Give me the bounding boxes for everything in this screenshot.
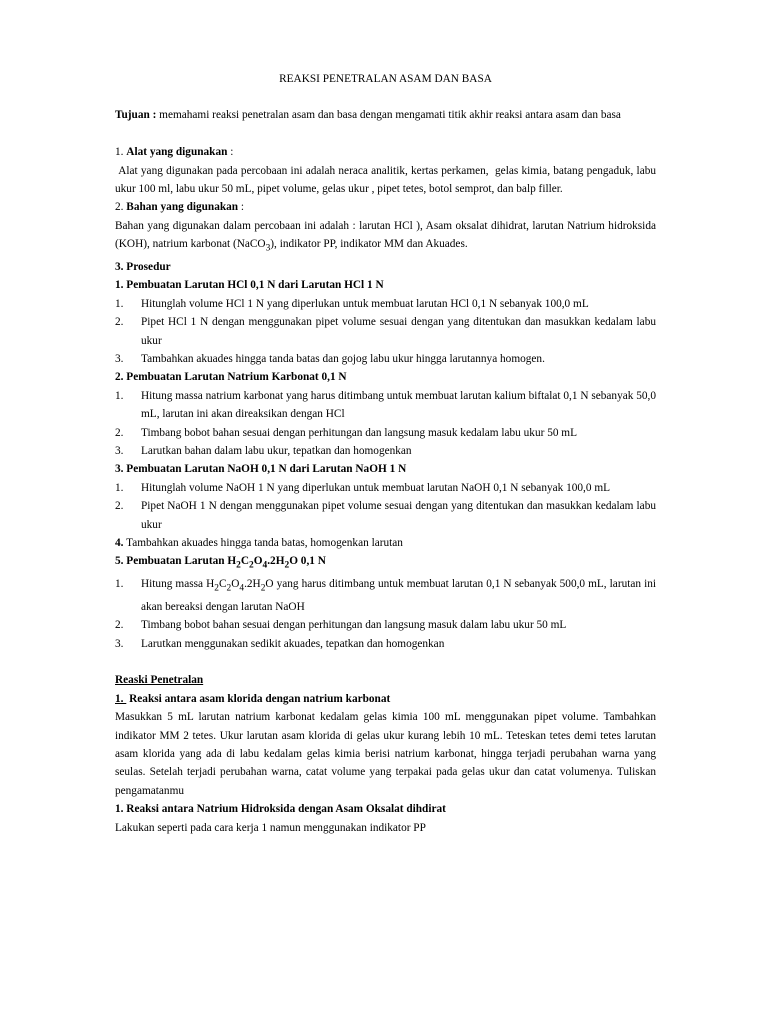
bahan-num: 2. (115, 201, 127, 214)
list-item (115, 350, 656, 368)
step-number: 1. (115, 481, 124, 494)
section4-num: 4. (115, 536, 124, 549)
text-part: C (218, 578, 227, 591)
text-part: O yang harus ditimbang untuk membuat larutan 0,1 N sebanyak 500,0 mL, larutan ini akan bereaksi dengan larutan NaOH (141, 578, 657, 613)
section3-heading: 3. Pembuatan Larutan NaOH 0,1 N dari Larutan NaOH 1 N (115, 463, 407, 476)
bahan-suffix: : (238, 201, 245, 214)
list-item (115, 497, 656, 534)
tujuan-text: memahami reaksi penetralan asam dan basa dengan mengamati titik akhir reaksi antara asam dan basa (156, 109, 621, 122)
heading-part: O 0,1 N (289, 555, 326, 568)
section2-steps (115, 387, 656, 461)
text-part: Hitung massa H (141, 578, 215, 591)
step-text (141, 575, 656, 616)
reaksi-sub2-heading: 1. Reaksi antara Natrium Hidroksida dengan Asam Oksalat dihdirat (115, 803, 446, 816)
text-part: .2H (244, 578, 261, 591)
alat-num: 1. (115, 146, 127, 159)
step-text: Tambahkan akuades hingga tanda batas dan gojog labu ukur hingga larutannya homogen. (141, 352, 545, 365)
spacer (115, 653, 656, 671)
subscript: 2 (284, 560, 290, 571)
step-number: 3. (115, 444, 124, 457)
list-item (115, 575, 656, 616)
step-text: Timbang bobot bahan sesuai dengan perhitungan dan langsung masuk kedalam labu ukur 50 mL (141, 426, 577, 439)
tujuan-paragraph (115, 106, 656, 124)
bahan-text-after: ), indikator PP, indikator MM dan Akuades. (270, 238, 468, 251)
reaksi-sub2-text: Lakukan seperti pada cara kerja 1 namun menggunakan indikator PP (115, 821, 426, 834)
subscript: 2 (260, 583, 266, 594)
subscript: 4 (262, 560, 268, 571)
step-number: 1. (115, 297, 124, 310)
section4-line (115, 534, 656, 552)
list-item (115, 479, 656, 497)
alat-heading (115, 143, 656, 161)
section5-heading (115, 552, 656, 575)
subscript: 2 (226, 583, 232, 594)
document-content (115, 70, 659, 837)
step-text: Pipet NaOH 1 N dengan menggunakan pipet volume sesuai dengan yang ditentukan dan masukkan kedalam labu ukur (141, 500, 656, 531)
list-item (115, 442, 656, 460)
heading-part: .2H (267, 555, 285, 568)
section4-text: Tambahkan akuades hingga tanda batas, homogenkan larutan (123, 536, 403, 549)
bahan-heading (115, 198, 656, 216)
section1-heading: 1. Pembuatan Larutan HCl 0,1 N dari Larutan HCl 1 N (115, 279, 384, 292)
tujuan-label: Tujuan : (115, 109, 157, 122)
spacer (115, 125, 656, 143)
step-number: 3. (115, 352, 124, 365)
step-text: Hitung massa natrium karbonat yang harus ditimbang untuk membuat larutan kalium biftalat 0,1 N sebanyak 50,0 mL, larutan ini akan direaksikan dengan HCl (141, 389, 656, 421)
document-title: REAKSI PENETRALAN ASAM DAN BASA (279, 73, 492, 85)
alat-suffix: : (227, 146, 234, 159)
step-number: 1. (115, 389, 124, 402)
subscript: 4 (239, 583, 245, 594)
step-text: Hitunglah volume NaOH 1 N yang diperlukan untuk membuat larutan NaOH 0,1 N sebanyak 100,0 mL (141, 481, 611, 494)
prosedur-heading: 3. Prosedur (115, 260, 171, 273)
bahan-text-before: Bahan yang digunakan dalam percobaan ini adalah : larutan HCl ), Asam oksalat dihidrat, larutan Natrium hidroksida (KOH), natrium karbonat (NaCO (115, 219, 656, 251)
heading-part: C (240, 555, 250, 568)
reaksi-heading: Reaski Penetralan (115, 674, 204, 687)
list-item (115, 313, 656, 350)
subscript: 2 (236, 560, 241, 571)
alat-text: Alat yang digunakan pada percobaan ini adalah neraca analitik, kertas perkamen, gelas kimia, batang pengaduk, labu ukur 100 ml, labu ukur 50 mL, pipet volume, gelas ukur , pipet tetes, botol semprot, dan balp filler. (115, 164, 659, 196)
list-item (115, 616, 656, 634)
reaksi-sub1-text: Masukkan 5 mL larutan natrium karbonat kedalam gelas kimia 100 mL menggunakan pipet volume. Tambahkan indikator MM 2 tetes. Ukur larutan asam klorida di gelas ukur kurang lebih 10 mL. Teteskan tetes demi tetes larutan asam klorida yang ada di labu kedalam gelas kimia berisi natrium karbonat, hingga terjadi perubahan warna yang seulas. Setelah terjadi perubahan warna, catat volume yang terpakai pada gelas ukur dan catat volumenya. Tuliskan pengamatanmu (115, 711, 656, 797)
list-item (115, 295, 656, 313)
step-text: Larutkan bahan dalam labu ukur, tepatkan dan homogenkan (141, 444, 412, 457)
step-number: 2. (115, 426, 124, 439)
step-text: Pipet HCl 1 N dengan menggunakan pipet volume sesuai dengan yang ditentukan dan masukkan kedalam labu ukur (141, 316, 656, 347)
heading-part: O (253, 555, 263, 568)
step-number: 3. (115, 637, 124, 650)
list-item (115, 635, 656, 653)
text-part: O (231, 578, 240, 591)
step-number: 2. (115, 500, 124, 513)
reaksi-sub1-num: 1. (115, 692, 127, 705)
section3-steps (115, 479, 656, 534)
reaksi-sub1-title: Reaksi antara asam klorida dengan natrium karbonat (126, 692, 391, 705)
subscript: 2 (214, 583, 219, 594)
step-number: 2. (115, 316, 124, 329)
heading-part: 5. Pembuatan Larutan H (115, 555, 237, 568)
bahan-label: Bahan yang digunakan (126, 201, 239, 214)
list-item (115, 387, 656, 424)
bahan-text (115, 217, 656, 258)
step-number: 2. (115, 619, 124, 632)
step-text: Timbang bobot bahan sesuai dengan perhitungan dan langsung masuk dalam labu ukur 50 mL (141, 619, 567, 632)
alat-label: Alat yang digunakan (126, 146, 228, 159)
section2-heading: 2. Pembuatan Larutan Natrium Karbonat 0,1 N (115, 371, 347, 384)
step-number: 1. (115, 578, 124, 591)
reaksi-sub1-heading (115, 690, 656, 708)
section5-steps (115, 575, 656, 653)
bahan-subscript: 3 (265, 243, 271, 254)
subscript: 2 (249, 560, 254, 571)
section1-steps (115, 295, 656, 369)
step-text: Larutkan menggunakan sedikit akuades, tepatkan dan homogenkan (141, 637, 445, 650)
list-item (115, 424, 656, 442)
step-text: Hitunglah volume HCl 1 N yang diperlukan untuk membuat larutan HCl 0,1 N sebanyak 100,0 mL (141, 297, 589, 310)
